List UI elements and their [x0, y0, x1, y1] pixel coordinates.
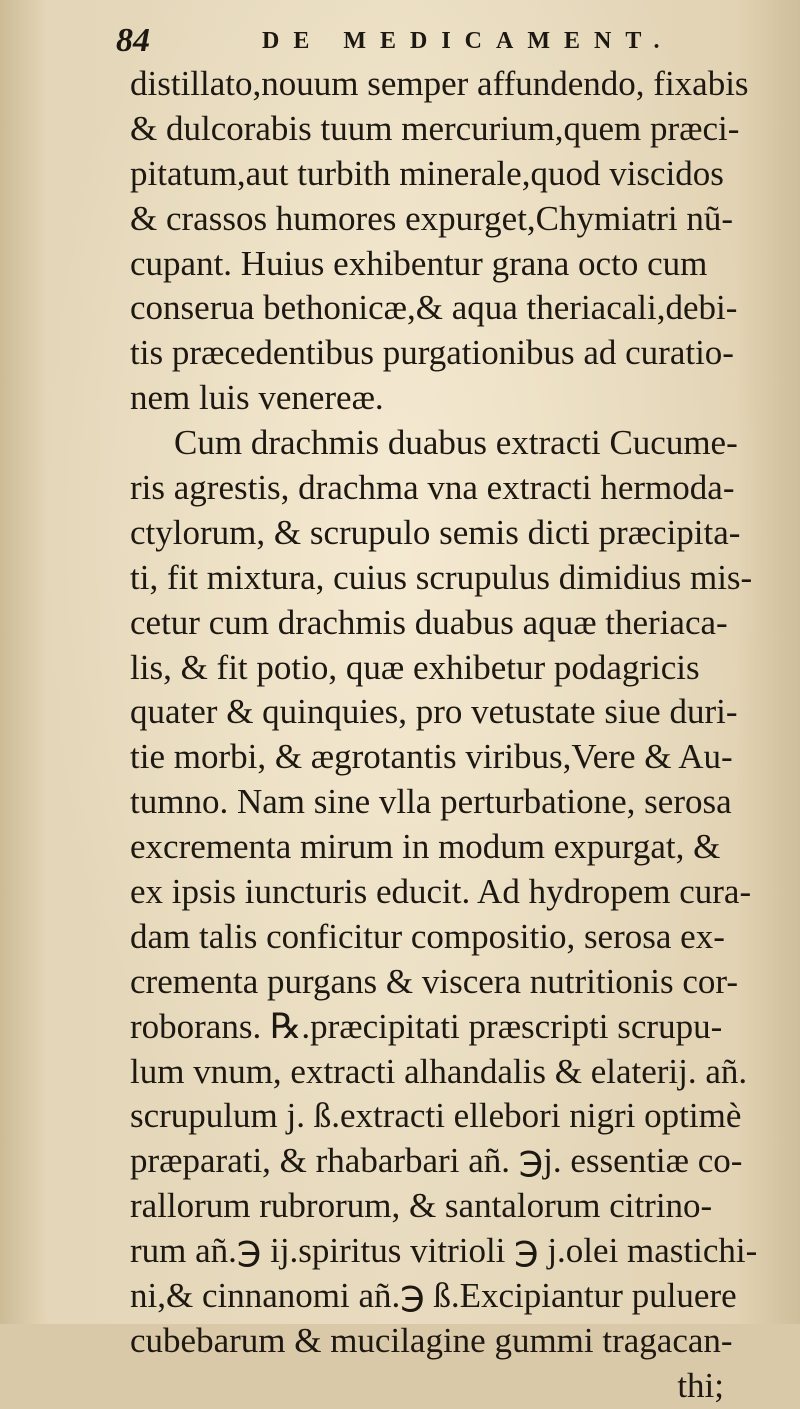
text-line: ni,& cinnanomi añ.℈ ß.Excipiantur puluere [130, 1276, 737, 1316]
text-line: rum añ.℈ ij.spiritus vitrioli ℈ j.olei mastichi- [130, 1231, 758, 1271]
text-line: crementa purgans & viscera nutritionis cor- [130, 961, 739, 1001]
text-line: pitatum,aut turbith minerale,quod viscidos [130, 153, 724, 193]
text-line: conserua bethonicæ,& aqua theriacali,debi- [130, 288, 738, 328]
page-header [116, 18, 676, 66]
text-line: ex ipsis iuncturis educit. Ad hydropem cura- [130, 872, 752, 912]
text-line: dam talis conficitur compositio, serosa ex- [130, 916, 725, 956]
text-line: excrementa mirum in modum expurgat, & [130, 827, 721, 867]
text-line: tis præcedentibus purgationibus ad curatio- [130, 333, 734, 373]
text-line: ctylorum, & scrupulo semis dicti præcipita- [130, 512, 741, 552]
catchword: thi; [677, 1365, 724, 1405]
text-line: roborans. ℞.præcipitati præscripti scrupu- [130, 1006, 723, 1046]
text-line: & crassos humores expurget,Chymiatri nũ- [130, 198, 733, 238]
text-line: Cum drachmis duabus extracti Cucume- [174, 423, 738, 463]
running-head: DE MEDICAMENT. [262, 28, 674, 54]
text-line: lum vnum, extracti alhandalis & elaterij. añ. [130, 1051, 748, 1091]
text-line: nem luis venereæ. [130, 378, 384, 418]
text-line: & dulcorabis tuum mercurium,quem præci- [130, 108, 740, 148]
text-line: tumno. Nam sine vlla perturbatione, serosa [130, 782, 732, 822]
text-line: lis, & fit potio, quæ exhibetur podagricis [130, 647, 700, 687]
text-line: quater & quinquies, pro vetustate siue duri- [130, 692, 738, 732]
body-text [130, 62, 770, 1409]
text-line: tie morbi, & ægrotantis viribus,Vere & Au- [130, 737, 733, 777]
text-line: cupant. Huius exhibentur grana octo cum [130, 243, 708, 283]
text-line: scrupulum j. ß.extracti ellebori nigri optimè [130, 1096, 742, 1136]
text-line: rallorum rubrorum, & santalorum citrino- [130, 1186, 713, 1226]
text-line: distillato,nouum semper affundendo, fixabis [130, 64, 749, 103]
text-line: cetur cum drachmis duabus aquæ theriaca- [130, 602, 728, 642]
text-line: ti, fit mixtura, cuius scrupulus dimidius mis- [130, 557, 753, 597]
text-line: ris agrestis, drachma vna extracti hermoda- [130, 468, 735, 508]
text-line: præparati, & rhabarbari añ. ℈j. essentiæ co- [130, 1141, 743, 1181]
text-line: cubebarum & mucilagine gummi tragacan- [130, 1320, 733, 1360]
page-number: 84 [116, 22, 150, 59]
